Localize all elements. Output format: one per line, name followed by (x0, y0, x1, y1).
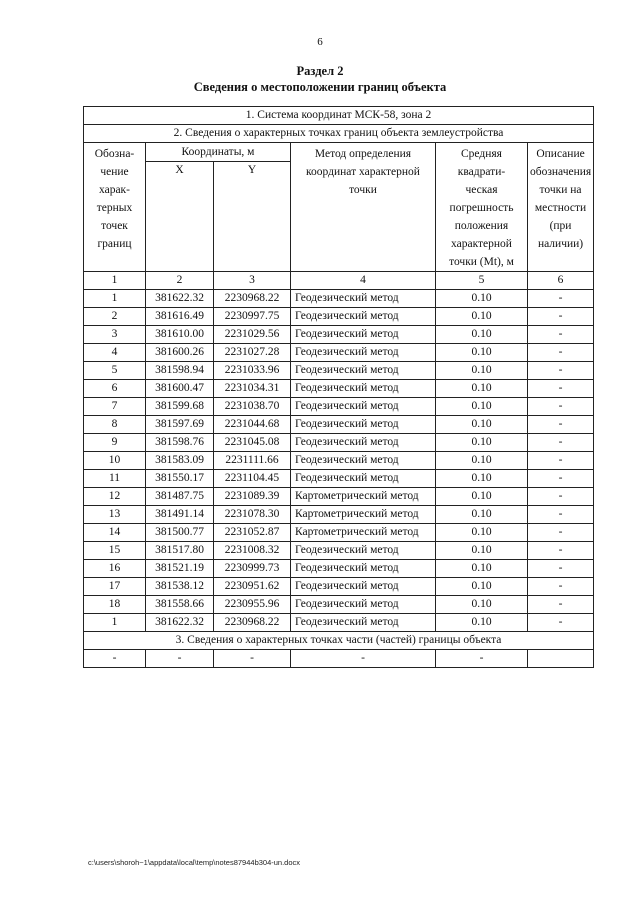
description-cell: - (528, 416, 594, 434)
point-number-cell: 15 (84, 542, 146, 560)
method-cell: Геодезический метод (291, 290, 436, 308)
header-line: Обозна- (94, 148, 135, 160)
method-cell: Геодезический метод (291, 542, 436, 560)
point-number-cell: 14 (84, 524, 146, 542)
header-line: координат характерной (306, 166, 420, 178)
table-row (84, 488, 594, 506)
header-line: точки (Mt), м (449, 256, 514, 268)
description-cell: - (528, 578, 594, 596)
coord-system-row: 1. Система координат МСК-58, зона 2 (84, 107, 594, 125)
header-line: Метод определения (314, 148, 412, 160)
y-coordinate-cell: 2231078.30 (214, 506, 291, 524)
point-number-cell: 6 (84, 380, 146, 398)
y-coordinate-cell: 2230997.75 (214, 308, 291, 326)
header-error (436, 143, 528, 272)
header-coordinates: Координаты, м (146, 143, 291, 162)
table-row (84, 326, 594, 344)
table-row (84, 398, 594, 416)
header-designation (84, 143, 146, 272)
table-row (84, 614, 594, 632)
error-cell: 0.10 (436, 470, 528, 488)
method-cell: Геодезический метод (291, 470, 436, 488)
x-coordinate-cell: 381487.75 (146, 488, 214, 506)
description-cell: - (528, 434, 594, 452)
method-cell: Геодезический метод (291, 380, 436, 398)
x-coordinate-cell: 381597.69 (146, 416, 214, 434)
x-coordinate-cell: 381491.14 (146, 506, 214, 524)
method-cell: Геодезический метод (291, 398, 436, 416)
point-number-cell: 8 (84, 416, 146, 434)
point-number-cell: 4 (84, 344, 146, 362)
description-cell: - (528, 380, 594, 398)
section2-header-row: 2. Сведения о характерных точках границ объекта землеустройства (84, 125, 594, 143)
column-number-cell: 4 (291, 272, 436, 290)
header-line: местности (534, 202, 587, 214)
error-cell: 0.10 (436, 614, 528, 632)
description-cell: - (528, 344, 594, 362)
point-number-cell: 9 (84, 434, 146, 452)
error-cell: 0.10 (436, 290, 528, 308)
y-coordinate-cell: 2230968.22 (214, 290, 291, 308)
method-cell: Геодезический метод (291, 452, 436, 470)
x-coordinate-cell: 381500.77 (146, 524, 214, 542)
y-coordinate-cell: 2230999.73 (214, 560, 291, 578)
table-row (84, 596, 594, 614)
method-cell: Геодезический метод (291, 308, 436, 326)
header-line: точек (101, 220, 128, 232)
footer-file-path: c:\users\shoroh~1\appdata\local\temp\notes87944b304-un.docx (88, 858, 301, 867)
point-number-cell: 7 (84, 398, 146, 416)
section3-cell: - (291, 650, 436, 668)
section3-cell: - (436, 650, 528, 668)
x-coordinate-cell: 381538.12 (146, 578, 214, 596)
header-line: Средняя (461, 148, 502, 160)
point-number-cell: 10 (84, 452, 146, 470)
description-cell: - (528, 506, 594, 524)
table-row (84, 362, 594, 380)
header-y: Y (214, 162, 291, 272)
method-cell: Геодезический метод (291, 596, 436, 614)
description-cell: - (528, 560, 594, 578)
header-line: положения (454, 220, 509, 232)
point-number-cell: 5 (84, 362, 146, 380)
y-coordinate-cell: 2231052.87 (214, 524, 291, 542)
section-title: Раздел 2 (296, 64, 344, 78)
section3-cell: - (214, 650, 291, 668)
column-number-cell: 1 (84, 272, 146, 290)
x-coordinate-cell: 381600.47 (146, 380, 214, 398)
column-number-cell: 3 (214, 272, 291, 290)
point-number-cell: 2 (84, 308, 146, 326)
x-coordinate-cell: 381598.94 (146, 362, 214, 380)
y-coordinate-cell: 2230955.96 (214, 596, 291, 614)
header-line: ческая (465, 184, 498, 196)
x-coordinate-cell: 381598.76 (146, 434, 214, 452)
header-line: Описание (536, 148, 585, 160)
x-coordinate-cell: 381622.32 (146, 290, 214, 308)
description-cell: - (528, 488, 594, 506)
header-line: погрешность (449, 202, 514, 214)
table-row (84, 470, 594, 488)
error-cell: 0.10 (436, 380, 528, 398)
method-cell: Картометрический метод (291, 524, 436, 542)
error-cell: 0.10 (436, 488, 528, 506)
error-cell: 0.10 (436, 344, 528, 362)
x-coordinate-cell: 381616.49 (146, 308, 214, 326)
method-cell: Картометрический метод (291, 488, 436, 506)
description-cell: - (528, 398, 594, 416)
header-line: обозначения (530, 166, 592, 178)
table-row (84, 380, 594, 398)
y-coordinate-cell: 2231033.96 (214, 362, 291, 380)
header-line: (при наличии) (537, 220, 584, 250)
error-cell: 0.10 (436, 578, 528, 596)
section3-cell (528, 650, 594, 668)
method-cell: Геодезический метод (291, 560, 436, 578)
table-row (84, 344, 594, 362)
error-cell: 0.10 (436, 560, 528, 578)
header-line: квадрати- (457, 166, 506, 178)
column-number-cell: 5 (436, 272, 528, 290)
y-coordinate-cell: 2231029.56 (214, 326, 291, 344)
x-coordinate-cell: 381583.09 (146, 452, 214, 470)
description-cell: - (528, 542, 594, 560)
error-cell: 0.10 (436, 308, 528, 326)
header-line: границ (97, 238, 132, 250)
table-row (84, 290, 594, 308)
y-coordinate-cell: 2231045.08 (214, 434, 291, 452)
page-number: 6 (317, 36, 323, 48)
description-cell: - (528, 290, 594, 308)
point-number-cell: 13 (84, 506, 146, 524)
header-line: терных (96, 202, 133, 214)
table-row (84, 560, 594, 578)
y-coordinate-cell: 2231044.68 (214, 416, 291, 434)
header-method (291, 143, 436, 272)
header-line: точки (349, 184, 377, 196)
table-row (84, 308, 594, 326)
error-cell: 0.10 (436, 326, 528, 344)
error-cell: 0.10 (436, 398, 528, 416)
description-cell: - (528, 362, 594, 380)
table-row (84, 542, 594, 560)
x-coordinate-cell: 381610.00 (146, 326, 214, 344)
point-number-cell: 17 (84, 578, 146, 596)
y-coordinate-cell: 2231008.32 (214, 542, 291, 560)
point-number-cell: 12 (84, 488, 146, 506)
boundary-points-table (83, 106, 594, 668)
x-coordinate-cell: 381517.80 (146, 542, 214, 560)
error-cell: 0.10 (436, 362, 528, 380)
method-cell: Геодезический метод (291, 434, 436, 452)
description-cell: - (528, 470, 594, 488)
point-number-cell: 16 (84, 560, 146, 578)
y-coordinate-cell: 2230968.22 (214, 614, 291, 632)
x-coordinate-cell: 381599.68 (146, 398, 214, 416)
x-coordinate-cell: 381600.26 (146, 344, 214, 362)
column-number-cell: 2 (146, 272, 214, 290)
header-line: характерной (451, 238, 512, 250)
point-number-cell: 1 (84, 290, 146, 308)
column-number-cell: 6 (528, 272, 594, 290)
header-x: X (146, 162, 214, 272)
section-subtitle: Сведения о местоположении границ объекта (193, 80, 447, 94)
point-number-cell: 11 (84, 470, 146, 488)
section3-data-row (84, 650, 594, 668)
y-coordinate-cell: 2231038.70 (214, 398, 291, 416)
header-description (528, 143, 594, 272)
y-coordinate-cell: 2231034.31 (214, 380, 291, 398)
point-number-cell: 3 (84, 326, 146, 344)
header-line: чение (100, 166, 129, 178)
header-line: точки на (539, 184, 582, 196)
method-cell: Геодезический метод (291, 578, 436, 596)
method-cell: Геодезический метод (291, 614, 436, 632)
y-coordinate-cell: 2230951.62 (214, 578, 291, 596)
y-coordinate-cell: 2231111.66 (214, 452, 291, 470)
error-cell: 0.10 (436, 434, 528, 452)
table-row (84, 524, 594, 542)
description-cell: - (528, 596, 594, 614)
method-cell: Геодезический метод (291, 326, 436, 344)
table-row (84, 506, 594, 524)
error-cell: 0.10 (436, 416, 528, 434)
description-cell: - (528, 326, 594, 344)
method-cell: Геодезический метод (291, 416, 436, 434)
error-cell: 0.10 (436, 596, 528, 614)
table-row (84, 416, 594, 434)
description-cell: - (528, 452, 594, 470)
section3-cell: - (84, 650, 146, 668)
column-number-row (84, 272, 594, 290)
table-row (84, 452, 594, 470)
y-coordinate-cell: 2231027.28 (214, 344, 291, 362)
table-row (84, 434, 594, 452)
error-cell: 0.10 (436, 452, 528, 470)
method-cell: Картометрический метод (291, 506, 436, 524)
point-number-cell: 18 (84, 596, 146, 614)
method-cell: Геодезический метод (291, 344, 436, 362)
header-line: харак- (99, 184, 130, 196)
description-cell: - (528, 308, 594, 326)
section3-cell: - (146, 650, 214, 668)
point-number-cell: 1 (84, 614, 146, 632)
y-coordinate-cell: 2231089.39 (214, 488, 291, 506)
section3-header-row: 3. Сведения о характерных точках части (частей) границы объекта (84, 632, 594, 650)
description-cell: - (528, 614, 594, 632)
x-coordinate-cell: 381521.19 (146, 560, 214, 578)
error-cell: 0.10 (436, 524, 528, 542)
x-coordinate-cell: 381622.32 (146, 614, 214, 632)
x-coordinate-cell: 381550.17 (146, 470, 214, 488)
error-cell: 0.10 (436, 542, 528, 560)
y-coordinate-cell: 2231104.45 (214, 470, 291, 488)
error-cell: 0.10 (436, 506, 528, 524)
table-row (84, 578, 594, 596)
x-coordinate-cell: 381558.66 (146, 596, 214, 614)
description-cell: - (528, 524, 594, 542)
method-cell: Геодезический метод (291, 362, 436, 380)
